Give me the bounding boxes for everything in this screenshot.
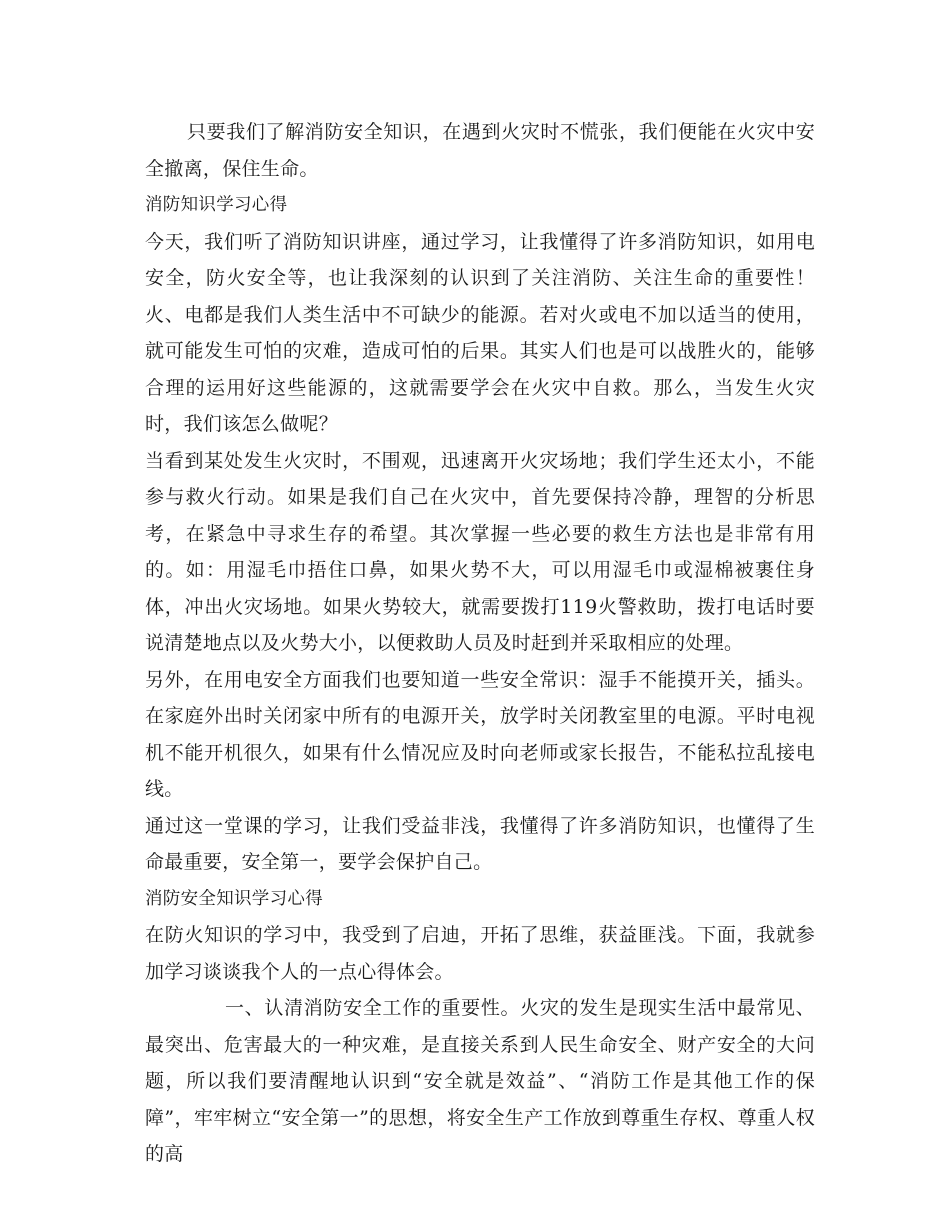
paragraph-lecture-conclusion: 通过这一堂课的学习，让我们受益非浅，我懂得了许多消防知识，也懂得了生命最重要，安全第一，要学会保护自己。 [145,814,815,873]
paragraph-study-intro: 在防火知识的学习中，我受到了启迪，开拓了思维，获益匪浅。下面，我就参加学习谈谈我个人的一点心得体会。 [145,924,815,983]
document-body [145,114,815,1173]
paragraph-electric-safety: 另外，在用电安全方面我们也要知道一些安全常识：湿手不能摸开关，插头。在家庭外出时关闭家中所有的电源开关，放学时关闭教室里的电源。平时电视机不能开机很久，如果有什么情况应及时向老师或家长报告，不能私拉乱接电线。 [145,668,815,800]
paragraph-lecture-intro: 今天，我们听了消防知识讲座，通过学习，让我懂得了许多消防知识，如用电安全，防火安全等，也让我深刻的认识到了关注消防、关注生命的重要性！火、电都是我们人类生活中不可缺少的能源。若对火或电不加以适当的使用，就可能发生可怕的灾难，造成可怕的后果。其实人们也是可以战胜火的，能够合理的运用好这些能源的，这就需要学会在火灾中自救。那么，当发生火灾时，我们该怎么做呢？ [145,230,815,435]
paragraph-intro-conclusion: 只要我们了解消防安全知识，在遇到火灾时不慌张，我们便能在火灾中安全撤离，保住生命。 [145,121,815,180]
section-heading-fire-knowledge: 消防知识学习心得 [145,195,288,215]
paragraph-point-one: 一、认清消防安全工作的重要性。火灾的发生是现实生活中最常见、最突出、危害最大的一种灾难，是直接关系到人民生命安全、财产安全的大问题，所以我们要清醒地认识到“安全就是效益”、“消防工作是其他工作的保障”，牢牢树立“安全第一”的思想，将安全生产工作放到尊重生存权、尊重人权的高 [145,997,815,1165]
section-heading-fire-safety: 消防安全知识学习心得 [145,888,323,909]
paragraph-fire-escape: 当看到某处发生火灾时，不围观，迅速离开火灾场地；我们学生还太小，不能参与救火行动。如果是我们自己在火灾中，首先要保持冷静，理智的分析思考，在紧急中寻求生存的希望。其次掌握一些必要的救生方法也是非常有用的。如：用湿毛巾捂住口鼻，如果火势不大，可以用湿毛巾或湿棉被裹住身体，冲出火灾场地。如果火势较大，就需要拨打119火警救助，拨打电话时要说清楚地点以及火势大小，以便救助人员及时赶到并采取相应的处理。 [145,449,815,654]
